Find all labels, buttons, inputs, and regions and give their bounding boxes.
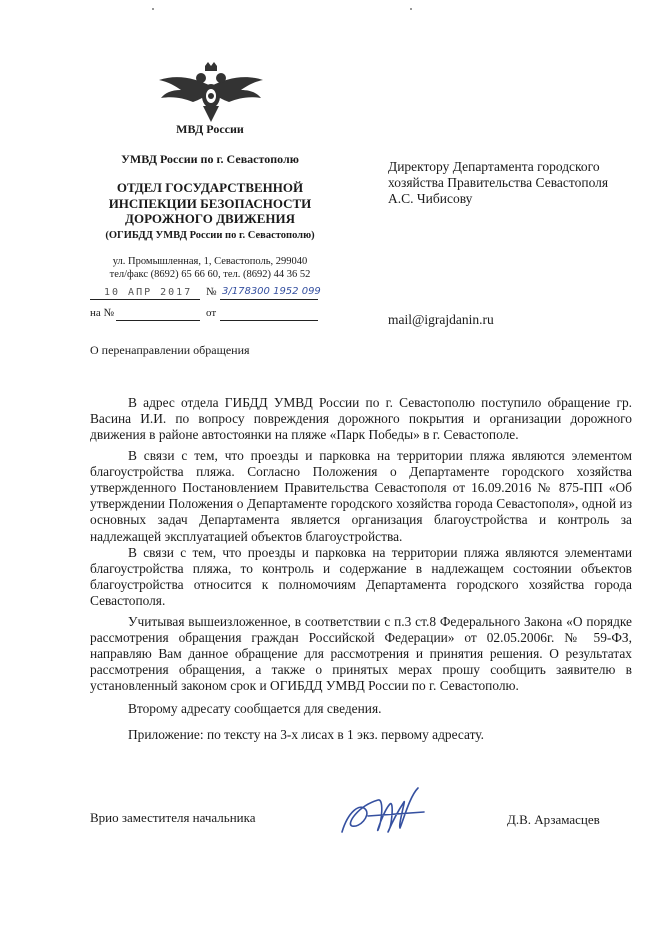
ministry-name: МВД России bbox=[176, 122, 244, 136]
signatory-position: Врио заместителя начальника bbox=[90, 810, 256, 825]
body-paragraph: Учитывая вышеизложенное, в соответствии с п.3 ст.8 Федерального Закона «О порядке рассмотрения обращения граждан Российской Федерации» от 02.05.2006г. № 59-ФЗ, направляю Вам данное обращение для рассмотрения и принятия решения. О результатах рассмотрения обращения, а также о принятых мерах прошу сообщить заявителю в установленный законом срок и ОГИБДД УМВД России по г. Севастополю. bbox=[90, 613, 632, 694]
department-abbreviation: (ОГИБДД УМВД России по г. Севастополю) bbox=[105, 230, 315, 241]
ref-number-underline bbox=[116, 320, 200, 321]
number-label: № bbox=[206, 286, 217, 298]
body-paragraph: В связи с тем, что проезды и парковка на территории пляжа являются элементами благоустройства пляжа, то контроль и содержание в надлежащем состоянии объектов благоустройства относится к полномочиям Департамента городского хозяйства города Севастополя. bbox=[90, 544, 632, 609]
directorate-name: УМВД России по г. Севастополю bbox=[121, 152, 299, 166]
letter-body bbox=[90, 395, 632, 743]
recipient-line: Директору Департамента городского bbox=[388, 159, 600, 174]
ref-from-label: от bbox=[206, 307, 217, 319]
department-name bbox=[80, 180, 340, 227]
department-line: ИНСПЕКЦИИ БЕЗОПАСНОСТИ bbox=[108, 195, 312, 211]
date-underline bbox=[90, 299, 200, 300]
recipient-line: хозяйства Правительства Севастополя bbox=[388, 175, 609, 190]
recipient-email: mail@igrajdanin.ru bbox=[388, 312, 494, 327]
phone-line: тел/факс (8692) 65 66 60, тел. (8692) 44 36 52 bbox=[109, 269, 311, 280]
scan-dot bbox=[152, 8, 154, 10]
body-paragraph: В связи с тем, что проезды и парковка на территории пляжа являются элементом благоустройства пляжа. Согласно Положения о Департаменте городского хозяйства утвержденного Постановлением Правительства Севастополя от 16.09.2016 № 875-ПП «Об утверждении Положения о Департаменте городского хозяйства города Севастополя», одной из основных задач Департамента является организация благоустройства и контроль за надлежащей эксплуатацией объектов благоустройства. bbox=[90, 447, 632, 544]
subject-line: О перенаправлении обращения bbox=[90, 343, 250, 357]
body-paragraph: Второму адресату сообщается для сведения. bbox=[128, 700, 382, 716]
attachment-note: Приложение: по тексту на 3-х лисах в 1 экз. первому адресату. bbox=[128, 726, 484, 742]
scan-dot bbox=[410, 8, 412, 10]
recipient-block bbox=[388, 159, 648, 207]
handwritten-signature-icon bbox=[338, 782, 430, 842]
ref-date-underline bbox=[220, 320, 318, 321]
date-stamp: 10 АПР 2017 bbox=[104, 287, 193, 298]
number-underline bbox=[220, 299, 318, 300]
department-line: ОТДЕЛ ГОСУДАРСТВЕННОЙ bbox=[116, 180, 304, 195]
address-line: ул. Промышленная, 1, Севастополь, 299040 bbox=[112, 256, 308, 267]
ref-label: на № bbox=[90, 307, 115, 319]
handwritten-number: 3/178300 1952 099 bbox=[222, 286, 321, 297]
mvd-emblem-icon bbox=[155, 60, 267, 124]
department-line: ДОРОЖНОГО ДВИЖЕНИЯ bbox=[125, 211, 295, 226]
body-paragraph: В адрес отдела ГИБДД УМВД России по г. Севастополю поступило обращение гр. Васина И.И. по вопросу повреждения дорожного покрытия и организации дорожного движения в районе автостоянки на пляже «Парк Победы» в г. Севастополе. bbox=[90, 395, 632, 443]
signatory-name: Д.В. Арзамасцев bbox=[507, 812, 600, 827]
recipient-line: А.С. Чибисову bbox=[388, 191, 473, 206]
